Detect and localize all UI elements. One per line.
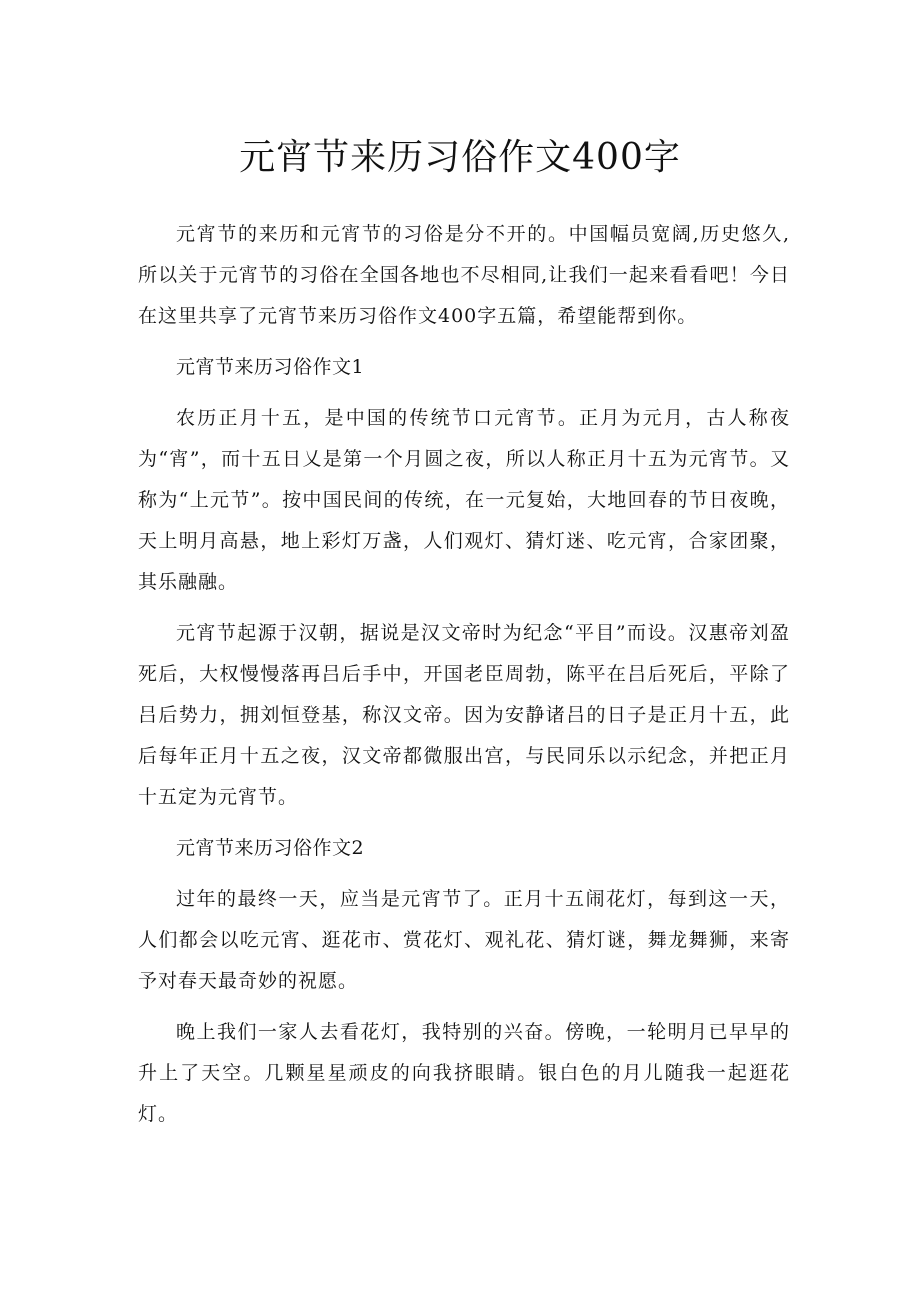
- essay-1-paragraph-2: 元宵节起源于汉朝，据说是汉文帝时为纪念“平目”而设。汉惠帝刘盈死后，大权慢慢落再吕后手中，开国老臣周勃，陈平在吕后死后，平除了吕后势力，拥刘恒登基，称汉文帝。因为安静诸吕的日子是正月十五，此后每年正月十五之夜，汉文帝都微服出宫，与民同乐以示纪念，并把正月十五定为元宵节。: [138, 622, 790, 808]
- essay-2-heading: 元宵节来历习俗作文2: [176, 837, 365, 859]
- document-title: 元宵节来历习俗作文400字: [239, 137, 681, 178]
- intro-paragraph: 元宵节的来历和元宵节的习俗是分不开的。中国幅员宽阔,历史悠久,所以关于元宵节的习俗在全国各地也不尽相同,让我们一起来看看吧！今日在这里共享了元宵节来历习俗作文400字五篇，希望能帮到你。: [138, 223, 790, 327]
- essay-1-heading: 元宵节来历习俗作文1: [176, 356, 365, 378]
- essay-1-paragraph-1: 农历正月十五，是中国的传统节口元宵节。正月为元月，古人称夜为“宵”，而十五日乂是第一个月圆之夜，所以人称正月十五为元宵节。又称为“上元节”。按中国民间的传统，在一元复始，大地回春的节日夜晚，天上明月高悬，地上彩灯万盏，人们观灯、猜灯迷、吃元宵，合家团聚，其乐融融。: [138, 407, 790, 593]
- essay-2-paragraph-2: 晚上我们一家人去看花灯，我特别的兴奋。傍晚，一轮明月已早早的升上了天空。几颗星星顽皮的向我挤眼睛。银白色的月儿随我一起逛花灯。: [138, 1021, 790, 1125]
- document-body: [138, 214, 790, 1145]
- essay-2-paragraph-1: 过年的最终一天，应当是元宵节了。正月十五闹花灯，每到这一天，人们都会以吃元宵、逛花市、赏花灯、观礼花、猜灯谜，舞龙舞狮，来寄予对春天最奇妙的祝愿。: [138, 888, 790, 992]
